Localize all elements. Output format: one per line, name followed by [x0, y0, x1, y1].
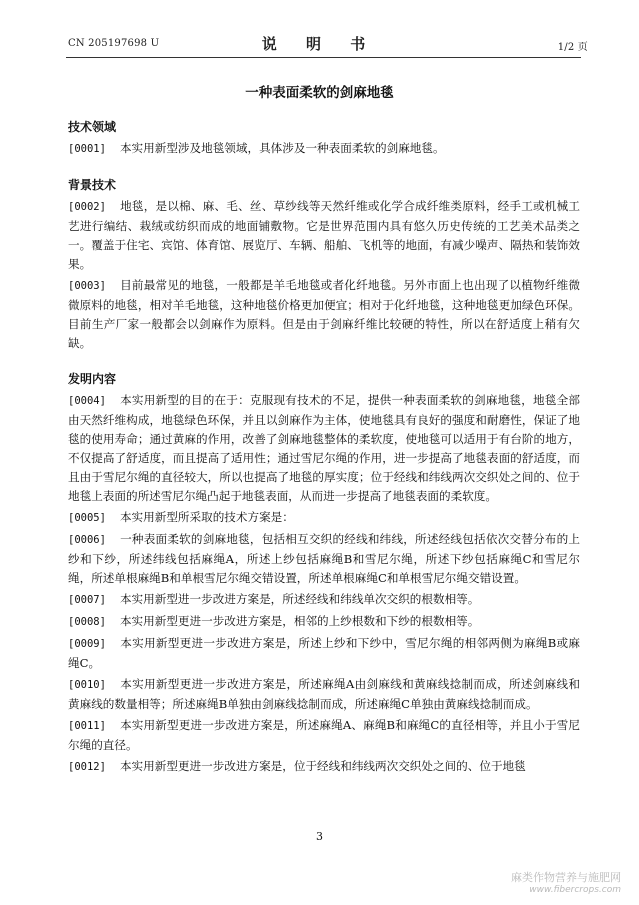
document-title: 一种表面柔软的剑麻地毯 — [245, 85, 394, 101]
paragraph-number: [0010] — [68, 679, 106, 691]
watermark-text: 麻类作物营养与施肥网 — [511, 871, 621, 884]
paragraph-text: 本实用新型的目的在于：克服现有技术的不足，提供一种表面柔软的剑麻地毯，地毯全部由天然纤维构成，地毯绿色环保，并且以剑麻作为主体，使地毯具有良好的强度和耐磨性，保证了地毯的使用寿命；通过黄麻的作用，改善了剑麻地毯整体的柔软度，使地毯可以适用于有台阶的地方，不仅提高了舒适度，而且提高了适用性；通过雪尼尔绳的作用，进一步提高了地毯表面的舒适度，而且由于雪尼尔绳的直径较大，所以也提高了地毯的厚实度；位于经线和纬线两次交织处之间的、位于地毯上表面的所述雪尼尔绳凸起于地毯表面，从而进一步提高了地毯表面的柔软度。 — [68, 393, 580, 503]
paragraph — [68, 634, 580, 673]
page-info: 1/2 页 — [557, 42, 588, 53]
paragraph-number: [0007] — [68, 594, 106, 606]
paragraph-number: [0012] — [68, 761, 106, 773]
paragraph-text: 地毯，是以棉、麻、毛、丝、草纱线等天然纤维或化学合成纤维类原料，经手工或机械工艺进行编结、栽绒或纺织而成的地面铺敷物。它是世界范围内具有悠久历史传统的工艺美术品类之一。覆盖于住宅、宾馆、体育馆、展览厅、车辆、船舶、飞机等的地面，有减少噪声、隔热和装饰效果。 — [68, 199, 580, 271]
paragraph-number: [0008] — [68, 616, 106, 628]
paragraph-number: [0006] — [68, 534, 106, 546]
paragraph — [68, 139, 580, 159]
paragraph — [68, 612, 580, 632]
paragraph — [68, 757, 580, 777]
doc-number: CN 205197698 U — [68, 38, 160, 49]
paragraph — [68, 508, 580, 528]
paragraph-number: [0001] — [68, 143, 106, 155]
paragraph — [68, 530, 580, 588]
paragraph-text: 本实用新型更进一步改进方案是，所述上纱和下纱中，雪尼尔绳的相邻两侧为麻绳B或麻绳C。 — [68, 636, 580, 670]
section-heading: 发明内容 — [68, 372, 117, 386]
paragraph-number: [0005] — [68, 512, 106, 524]
paragraph-text: 本实用新型进一步改进方案是，所述经线和纬线单次交织的根数相等。 — [119, 592, 480, 606]
page-number: 3 — [316, 830, 323, 843]
paragraph-text: 本实用新型更进一步改进方案是，位于经线和纬线两次交织处之间的、位于地毯 — [119, 759, 526, 773]
paragraph-text: 本实用新型所采取的技术方案是： — [119, 510, 294, 524]
paragraph — [68, 590, 580, 610]
paragraph-text: 一种表面柔软的剑麻地毯，包括相互交织的经线和纬线，所述经线包括依次交替分布的上纱和下纱，所述纬线包括麻绳A，所述上纱包括麻绳B和雪尼尔绳，所述下纱包括麻绳C和雪尼尔绳，所述单根麻绳B和单根雪尼尔绳交错设置，所述单根麻绳C和单根雪尼尔绳交错设置。 — [68, 532, 580, 585]
doc-type-heading: 说 明 书 — [261, 35, 378, 53]
paragraph — [68, 675, 580, 714]
paragraph-number: [0011] — [68, 720, 106, 732]
paragraph-number: [0003] — [68, 280, 106, 292]
paragraph-number: [0002] — [68, 201, 106, 213]
paragraph-text: 本实用新型更进一步改进方案是，所述麻绳A由剑麻线和黄麻线捻制而成，所述剑麻线和黄麻线的数量相等；所述麻绳B单独由剑麻线捻制而成，所述麻绳C单独由黄麻线捻制而成。 — [68, 677, 580, 711]
section-heading: 背景技术 — [68, 178, 117, 192]
section-heading: 技术领域 — [68, 120, 117, 134]
document-body — [68, 118, 580, 777]
watermark-url: www.fibercrops.com — [529, 885, 621, 895]
paragraph-text: 本实用新型更进一步改进方案是，相邻的上纱根数和下纱的根数相等。 — [119, 614, 480, 628]
paragraph — [68, 276, 580, 353]
paragraph-number: [0004] — [68, 395, 106, 407]
paragraph-number: [0009] — [68, 638, 106, 650]
paragraph — [68, 716, 580, 755]
paragraph-text: 目前最常见的地毯，一般都是羊毛地毯或者化纤地毯。另外市面上也出现了以植物纤维微微原料的地毯，相对羊毛地毯，这种地毯价格更加便宜；相对于化纤地毯，这种地毯更加绿色环保。目前生产厂家一般都会以剑麻作为原料。但是由于剑麻纤维比较硬的特性，所以在舒适度上稍有欠缺。 — [68, 278, 580, 350]
watermark — [511, 872, 621, 896]
paragraph-text: 本实用新型更进一步改进方案是，所述麻绳A、麻绳B和麻绳C的直径相等，并且小于雪尼尔绳的直径。 — [68, 718, 580, 752]
paragraph — [68, 391, 580, 506]
paragraph — [68, 197, 580, 274]
header-divider — [66, 57, 581, 58]
paragraph-text: 本实用新型涉及地毯领域，具体涉及一种表面柔软的剑麻地毯。 — [119, 141, 445, 155]
